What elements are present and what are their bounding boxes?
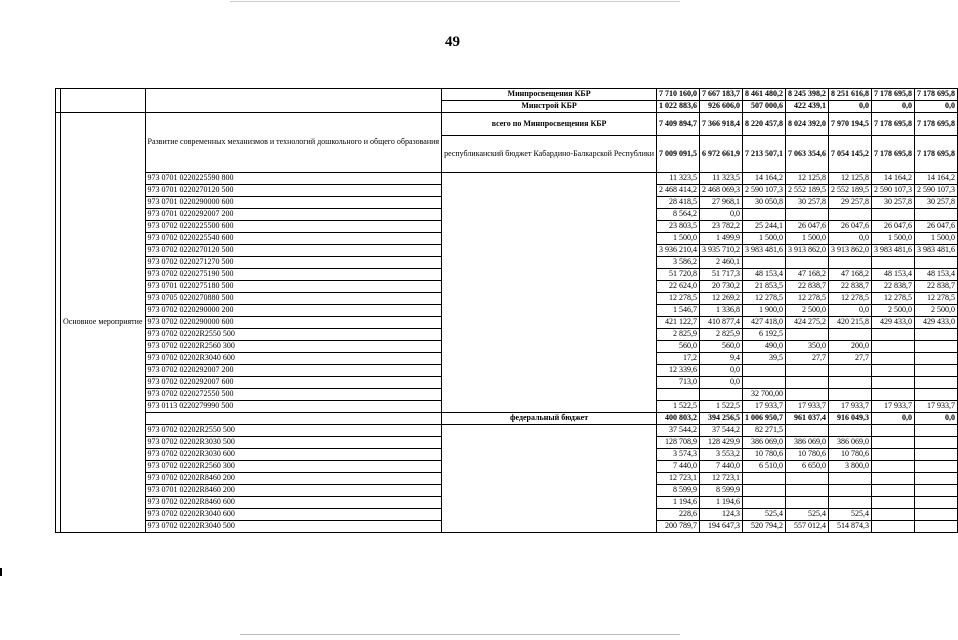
- value-cell: 1 022 883,6: [657, 101, 700, 113]
- budget-code: 973 0702 02202R3030 500: [145, 437, 442, 449]
- source-cell: Минпросвещения КБР: [442, 89, 657, 101]
- event-label: Основное мероприятие: [61, 113, 146, 533]
- budget-code: 973 0113 0220279990 500: [145, 401, 442, 413]
- value-cell: 7 366 918,4: [700, 113, 743, 136]
- blank-cell: [61, 89, 146, 113]
- value-cell: 2 500,0: [786, 305, 829, 317]
- value-cell: [915, 521, 958, 533]
- table-row: [56, 413, 958, 425]
- value-cell: 12 723,1: [657, 473, 700, 485]
- value-cell: 11 323,5: [700, 173, 743, 185]
- value-cell: 2 552 189,5: [829, 185, 872, 197]
- budget-code: 973 0701 0220290000 600: [145, 197, 442, 209]
- value-cell: 916 049,3: [829, 413, 872, 425]
- value-cell: 47 168,2: [786, 269, 829, 281]
- value-cell: 30 257,8: [915, 197, 958, 209]
- value-cell: 25 244,1: [743, 221, 786, 233]
- budget-code: 973 0702 02202R8460 600: [145, 497, 442, 509]
- value-cell: 128 429,9: [700, 437, 743, 449]
- value-cell: 386 069,0: [786, 437, 829, 449]
- value-cell: 30 257,8: [786, 197, 829, 209]
- budget-code: 973 0702 02202R8460 200: [145, 473, 442, 485]
- value-cell: 48 153,4: [743, 269, 786, 281]
- value-cell: 7 667 183,7: [700, 89, 743, 101]
- value-cell: 27,7: [786, 353, 829, 365]
- budget-code: 973 0702 02202R2560 300: [145, 461, 442, 473]
- budget-code: 973 0701 0220292007 200: [145, 209, 442, 221]
- value-cell: [915, 377, 958, 389]
- value-cell: [829, 473, 872, 485]
- value-cell: 0,0: [829, 101, 872, 113]
- value-cell: [915, 509, 958, 521]
- value-cell: 2 552 189,5: [786, 185, 829, 197]
- value-cell: 0,0: [915, 413, 958, 425]
- value-cell: 29 257,8: [829, 197, 872, 209]
- value-cell: 23 782,2: [700, 221, 743, 233]
- value-cell: 2 500,0: [872, 305, 915, 317]
- value-cell: 7 178 695,8: [872, 89, 915, 101]
- value-cell: 0,0: [872, 413, 915, 425]
- value-cell: 7 178 695,8: [872, 136, 915, 173]
- budget-code: 973 0702 0220271270 500: [145, 257, 442, 269]
- budget-code: 973 0702 02202R3040 600: [145, 509, 442, 521]
- table-row: [56, 113, 958, 136]
- value-cell: 14 164,2: [743, 173, 786, 185]
- value-cell: 48 153,4: [915, 269, 958, 281]
- value-cell: 386 069,0: [829, 437, 872, 449]
- value-cell: [915, 365, 958, 377]
- value-cell: [829, 425, 872, 437]
- value-cell: 194 647,3: [700, 521, 743, 533]
- budget-code: 973 0702 02202R2550 500: [145, 329, 442, 341]
- value-cell: 7 440,0: [657, 461, 700, 473]
- value-cell: [872, 521, 915, 533]
- value-cell: 1 522,5: [700, 401, 743, 413]
- value-cell: 0,0: [829, 305, 872, 317]
- value-cell: 429 433,0: [872, 317, 915, 329]
- value-cell: [872, 389, 915, 401]
- value-cell: [915, 461, 958, 473]
- value-cell: 350,0: [786, 341, 829, 353]
- value-cell: 525,4: [743, 509, 786, 521]
- value-cell: 420 215,8: [829, 317, 872, 329]
- value-cell: 0,0: [700, 209, 743, 221]
- value-cell: [829, 329, 872, 341]
- value-cell: [872, 341, 915, 353]
- scan-margin-mark: [0, 568, 2, 576]
- value-cell: 11 323,5: [657, 173, 700, 185]
- value-cell: [915, 497, 958, 509]
- value-cell: 7 213 507,1: [743, 136, 786, 173]
- value-cell: 7 409 894,7: [657, 113, 700, 136]
- value-cell: 926 606,0: [700, 101, 743, 113]
- value-cell: 557 012,4: [786, 521, 829, 533]
- budget-code: 973 0702 02202R3030 600: [145, 449, 442, 461]
- value-cell: [786, 425, 829, 437]
- value-cell: 3 586,2: [657, 257, 700, 269]
- value-cell: 12 278,5: [786, 293, 829, 305]
- budget-code: 973 0702 0220292007 600: [145, 377, 442, 389]
- value-cell: 0,0: [829, 233, 872, 245]
- value-cell: 9,4: [700, 353, 743, 365]
- value-cell: 507 000,6: [743, 101, 786, 113]
- budget-code: 973 0702 0220225500 600: [145, 221, 442, 233]
- value-cell: [872, 509, 915, 521]
- value-cell: [786, 389, 829, 401]
- budget-code: 973 0702 02202R2550 500: [145, 425, 442, 437]
- value-cell: 7 009 091,5: [657, 136, 700, 173]
- value-cell: 3 936 210,4: [657, 245, 700, 257]
- value-cell: [786, 497, 829, 509]
- value-cell: 1 546,7: [657, 305, 700, 317]
- value-cell: 2 825,9: [700, 329, 743, 341]
- value-cell: 1 500,0: [872, 233, 915, 245]
- value-cell: 22 838,7: [786, 281, 829, 293]
- value-cell: 1 006 950,7: [743, 413, 786, 425]
- blank-cell: [442, 425, 657, 533]
- total-label: всего по Минпросвещения КБР: [442, 113, 657, 136]
- budget-code: 973 0701 0220270120 500: [145, 185, 442, 197]
- value-cell: 8 461 480,2: [743, 89, 786, 101]
- value-cell: 17 933,7: [829, 401, 872, 413]
- value-cell: [829, 209, 872, 221]
- value-cell: 12 278,5: [829, 293, 872, 305]
- value-cell: [872, 257, 915, 269]
- value-cell: 7 440,0: [700, 461, 743, 473]
- value-cell: [786, 209, 829, 221]
- value-cell: 6 650,0: [786, 461, 829, 473]
- value-cell: 525,4: [786, 509, 829, 521]
- value-cell: [872, 353, 915, 365]
- value-cell: [872, 473, 915, 485]
- value-cell: 520 794,2: [743, 521, 786, 533]
- value-cell: 124,3: [700, 509, 743, 521]
- value-cell: [829, 377, 872, 389]
- budget-table: [55, 88, 958, 533]
- value-cell: 200,0: [829, 341, 872, 353]
- value-cell: 490,0: [743, 341, 786, 353]
- value-cell: 2 590 107,3: [743, 185, 786, 197]
- value-cell: 3 983 481,6: [872, 245, 915, 257]
- value-cell: 12 125,8: [829, 173, 872, 185]
- value-cell: 7 178 695,8: [915, 113, 958, 136]
- value-cell: 0,0: [915, 101, 958, 113]
- value-cell: 8 245 398,2: [786, 89, 829, 101]
- value-cell: 30 050,8: [743, 197, 786, 209]
- value-cell: 47 168,2: [829, 269, 872, 281]
- value-cell: 1 900,0: [743, 305, 786, 317]
- value-cell: 30 257,8: [872, 197, 915, 209]
- source-cell: Минстрой КБР: [442, 101, 657, 113]
- value-cell: 7 063 354,6: [786, 136, 829, 173]
- value-cell: [743, 209, 786, 221]
- value-cell: 17,2: [657, 353, 700, 365]
- value-cell: 8 599,9: [700, 485, 743, 497]
- value-cell: [915, 473, 958, 485]
- value-cell: 37 544,2: [700, 425, 743, 437]
- value-cell: 12 278,5: [915, 293, 958, 305]
- value-cell: 12 278,5: [743, 293, 786, 305]
- value-cell: 3 913 862,0: [829, 245, 872, 257]
- value-cell: [743, 473, 786, 485]
- value-cell: [872, 485, 915, 497]
- value-cell: [743, 485, 786, 497]
- value-cell: 1 500,0: [743, 233, 786, 245]
- value-cell: [872, 329, 915, 341]
- budget-code: 973 0701 0220275180 500: [145, 281, 442, 293]
- budget-code: 973 0702 0220292007 200: [145, 365, 442, 377]
- value-cell: 525,4: [829, 509, 872, 521]
- value-cell: [743, 257, 786, 269]
- value-cell: 48 153,4: [872, 269, 915, 281]
- value-cell: 12 278,5: [657, 293, 700, 305]
- value-cell: 2 468 414,2: [657, 185, 700, 197]
- federal-budget-label: федеральный бюджет: [442, 413, 657, 425]
- value-cell: 0,0: [700, 377, 743, 389]
- budget-code: 973 0702 0220270120 500: [145, 245, 442, 257]
- value-cell: 2 590 107,3: [915, 185, 958, 197]
- value-cell: 10 780,6: [786, 449, 829, 461]
- value-cell: 82 271,5: [743, 425, 786, 437]
- budget-code: 973 0702 02202R3040 500: [145, 521, 442, 533]
- value-cell: 7 970 194,5: [829, 113, 872, 136]
- value-cell: 22 838,7: [829, 281, 872, 293]
- value-cell: [829, 485, 872, 497]
- value-cell: 32 700,00: [743, 389, 786, 401]
- value-cell: [915, 485, 958, 497]
- value-cell: 7 054 145,2: [829, 136, 872, 173]
- value-cell: 8 220 457,8: [743, 113, 786, 136]
- value-cell: 26 047,6: [915, 221, 958, 233]
- value-cell: 427 418,0: [743, 317, 786, 329]
- value-cell: 128 708,9: [657, 437, 700, 449]
- value-cell: 514 874,3: [829, 521, 872, 533]
- scan-top-rule: [230, 1, 680, 2]
- table-row: [56, 425, 958, 437]
- value-cell: [872, 365, 915, 377]
- value-cell: 7 178 695,8: [872, 113, 915, 136]
- value-cell: 26 047,6: [786, 221, 829, 233]
- budget-code: 973 0702 02202R2560 300: [145, 341, 442, 353]
- value-cell: [786, 473, 829, 485]
- value-cell: 7 710 160,0: [657, 89, 700, 101]
- value-cell: 17 933,7: [786, 401, 829, 413]
- value-cell: 713,0: [657, 377, 700, 389]
- value-cell: [700, 389, 743, 401]
- value-cell: [657, 389, 700, 401]
- program-title: Развитие современных механизмов и технологий дошкольного и общего образования: [145, 113, 442, 173]
- budget-code: 973 0702 0220275190 500: [145, 269, 442, 281]
- value-cell: [872, 377, 915, 389]
- value-cell: 2 825,9: [657, 329, 700, 341]
- value-cell: 26 047,6: [829, 221, 872, 233]
- value-cell: 1 194,6: [700, 497, 743, 509]
- value-cell: 424 275,2: [786, 317, 829, 329]
- value-cell: 12 723,1: [700, 473, 743, 485]
- budget-code: 973 0702 0220290000 600: [145, 317, 442, 329]
- value-cell: [872, 497, 915, 509]
- value-cell: [829, 365, 872, 377]
- value-cell: [915, 257, 958, 269]
- value-cell: 7 178 695,8: [915, 136, 958, 173]
- value-cell: 17 933,7: [872, 401, 915, 413]
- value-cell: 2 468 069,3: [700, 185, 743, 197]
- value-cell: 3 913 862,0: [786, 245, 829, 257]
- value-cell: 1 499,9: [700, 233, 743, 245]
- value-cell: [743, 365, 786, 377]
- value-cell: 8 024 392,0: [786, 113, 829, 136]
- blank-cell: [145, 89, 442, 113]
- budget-code: 973 0701 0220225590 800: [145, 173, 442, 185]
- value-cell: 3 574,3: [657, 449, 700, 461]
- value-cell: 1 194,6: [657, 497, 700, 509]
- value-cell: [915, 389, 958, 401]
- value-cell: 0,0: [872, 101, 915, 113]
- budget-code: 973 0702 02202R3040 600: [145, 353, 442, 365]
- value-cell: [786, 485, 829, 497]
- value-cell: 560,0: [657, 341, 700, 353]
- value-cell: [743, 497, 786, 509]
- value-cell: 26 047,6: [872, 221, 915, 233]
- value-cell: 200 789,7: [657, 521, 700, 533]
- value-cell: [915, 209, 958, 221]
- value-cell: 8 251 616,8: [829, 89, 872, 101]
- value-cell: 3 553,2: [700, 449, 743, 461]
- value-cell: 12 278,5: [872, 293, 915, 305]
- value-cell: 12 339,6: [657, 365, 700, 377]
- scan-bottom-rule: [240, 634, 680, 635]
- value-cell: [786, 377, 829, 389]
- value-cell: 17 933,7: [743, 401, 786, 413]
- value-cell: 394 256,5: [700, 413, 743, 425]
- value-cell: 21 853,5: [743, 281, 786, 293]
- regional-budget-label: республиканский бюджет Кабардино-Балкарской Республики: [442, 136, 657, 173]
- value-cell: [915, 341, 958, 353]
- value-cell: 27 968,1: [700, 197, 743, 209]
- value-cell: [743, 377, 786, 389]
- blank-cell: [145, 413, 442, 425]
- budget-code: 973 0705 0220270880 500: [145, 293, 442, 305]
- value-cell: 22 838,7: [915, 281, 958, 293]
- value-cell: 2 590 107,3: [872, 185, 915, 197]
- value-cell: [915, 329, 958, 341]
- value-cell: 28 418,5: [657, 197, 700, 209]
- value-cell: [915, 437, 958, 449]
- value-cell: 14 164,2: [915, 173, 958, 185]
- value-cell: 8 599,9: [657, 485, 700, 497]
- value-cell: 2 500,0: [915, 305, 958, 317]
- value-cell: [872, 425, 915, 437]
- table-row: [56, 89, 958, 101]
- value-cell: 39,5: [743, 353, 786, 365]
- value-cell: 386 069,0: [743, 437, 786, 449]
- value-cell: 228,6: [657, 509, 700, 521]
- value-cell: 1 500,0: [657, 233, 700, 245]
- budget-code: 973 0702 0220225540 600: [145, 233, 442, 245]
- value-cell: 1 500,0: [786, 233, 829, 245]
- value-cell: 14 164,2: [872, 173, 915, 185]
- value-cell: 51 717,3: [700, 269, 743, 281]
- value-cell: [915, 353, 958, 365]
- value-cell: 2 460,1: [700, 257, 743, 269]
- value-cell: 12 125,8: [786, 173, 829, 185]
- value-cell: 22 624,0: [657, 281, 700, 293]
- value-cell: 429 433,0: [915, 317, 958, 329]
- value-cell: 17 933,7: [915, 401, 958, 413]
- value-cell: 51 720,8: [657, 269, 700, 281]
- value-cell: [872, 449, 915, 461]
- budget-table-body: [56, 89, 958, 533]
- value-cell: [786, 365, 829, 377]
- value-cell: 3 983 481,6: [915, 245, 958, 257]
- value-cell: 20 730,2: [700, 281, 743, 293]
- value-cell: [829, 257, 872, 269]
- value-cell: 23 803,5: [657, 221, 700, 233]
- budget-code: 973 0701 02202R8460 200: [145, 485, 442, 497]
- value-cell: [829, 497, 872, 509]
- value-cell: 8 564,2: [657, 209, 700, 221]
- value-cell: [872, 209, 915, 221]
- blank-cell: [442, 173, 657, 413]
- value-cell: 6 510,0: [743, 461, 786, 473]
- value-cell: 400 803,2: [657, 413, 700, 425]
- value-cell: [872, 437, 915, 449]
- value-cell: 1 522,5: [657, 401, 700, 413]
- budget-code: 973 0702 0220290000 200: [145, 305, 442, 317]
- value-cell: 3 935 710,2: [700, 245, 743, 257]
- value-cell: 3 800,0: [829, 461, 872, 473]
- value-cell: [829, 389, 872, 401]
- value-cell: 6 192,5: [743, 329, 786, 341]
- value-cell: 560,0: [700, 341, 743, 353]
- value-cell: [786, 257, 829, 269]
- value-cell: 10 780,6: [829, 449, 872, 461]
- value-cell: 22 838,7: [872, 281, 915, 293]
- budget-code: 973 0702 0220272550 500: [145, 389, 442, 401]
- table-row: [56, 173, 958, 185]
- value-cell: 6 972 661,9: [700, 136, 743, 173]
- value-cell: 961 037,4: [786, 413, 829, 425]
- value-cell: 27,7: [829, 353, 872, 365]
- value-cell: 410 877,4: [700, 317, 743, 329]
- value-cell: 7 178 695,8: [915, 89, 958, 101]
- value-cell: [786, 329, 829, 341]
- value-cell: [915, 449, 958, 461]
- page-number: 49: [445, 34, 460, 50]
- value-cell: 422 439,1: [786, 101, 829, 113]
- value-cell: 37 544,2: [657, 425, 700, 437]
- value-cell: 421 122,7: [657, 317, 700, 329]
- value-cell: [915, 425, 958, 437]
- value-cell: 10 780,6: [743, 449, 786, 461]
- value-cell: 1 336,8: [700, 305, 743, 317]
- value-cell: 0,0: [700, 365, 743, 377]
- value-cell: [872, 461, 915, 473]
- value-cell: 1 500,0: [915, 233, 958, 245]
- value-cell: 12 269,2: [700, 293, 743, 305]
- value-cell: 3 983 481,6: [743, 245, 786, 257]
